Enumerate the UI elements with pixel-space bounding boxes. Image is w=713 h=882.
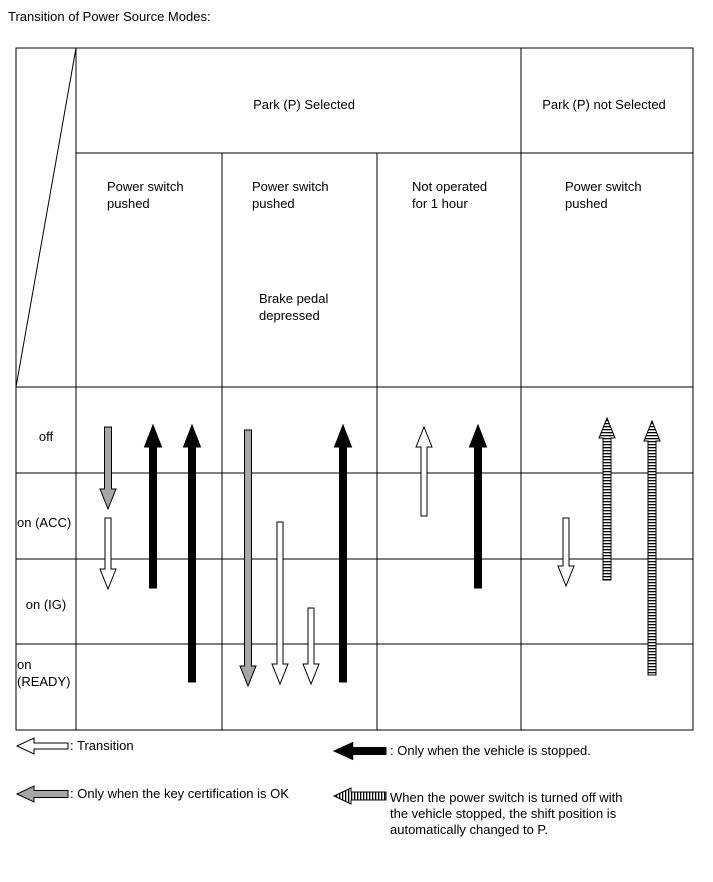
arrow-stopped-8 bbox=[335, 425, 352, 682]
arrow-transition-11 bbox=[558, 518, 574, 586]
row-label-ig: on (IG) bbox=[25, 597, 67, 612]
legend-key-ok-arrow bbox=[17, 786, 68, 802]
row-label-ready: on (READY) bbox=[17, 657, 71, 689]
column-header-2: Power switch pushed bbox=[252, 179, 329, 211]
legend-stopped-label: : Only when the vehicle is stopped. bbox=[390, 743, 591, 758]
arrow-stopped-10 bbox=[470, 425, 487, 588]
diagram-title: Transition of Power Source Modes: bbox=[8, 9, 211, 24]
column-header-4: Power switch pushed bbox=[565, 179, 642, 211]
legend-key-ok-label: : Only when the key certification is OK bbox=[70, 786, 289, 801]
arrow-key-ok-5 bbox=[240, 430, 256, 686]
column-header-3: Not operated for 1 hour bbox=[412, 179, 488, 211]
arrow-transition-6 bbox=[272, 522, 288, 684]
legend-shift-p-arrow bbox=[334, 788, 386, 804]
legend-shift-p-label: When the power switch is turned off with the vehicle stopped, the shift position is automatically changed to P. bbox=[390, 790, 623, 837]
header-park-not-selected: Park (P) not Selected bbox=[542, 97, 666, 112]
arrow-shift-p-13 bbox=[644, 421, 660, 675]
legend-transition-label: : Transition bbox=[70, 738, 134, 753]
arrow-key-ok-1 bbox=[100, 427, 116, 509]
arrow-shift-p-12 bbox=[599, 418, 615, 580]
header-park-selected: Park (P) Selected bbox=[253, 97, 355, 112]
arrow-stopped-4 bbox=[184, 425, 201, 682]
column-header-1: Power switch pushed bbox=[107, 179, 184, 211]
legend-transition-arrow bbox=[17, 738, 68, 754]
legend-stopped-arrow bbox=[334, 743, 386, 760]
row-label-acc: on (ACC) bbox=[17, 515, 72, 530]
arrow-transition-7 bbox=[303, 608, 319, 684]
arrow-transition-9 bbox=[416, 427, 432, 516]
corner-diagonal bbox=[16, 48, 76, 387]
column-header-2-extra: Brake pedal depressed bbox=[259, 291, 329, 323]
transition-arrows bbox=[100, 418, 660, 686]
arrow-stopped-3 bbox=[145, 425, 162, 588]
table-grid bbox=[16, 48, 693, 730]
row-label-off: off bbox=[38, 429, 54, 444]
arrow-transition-2 bbox=[100, 518, 116, 589]
